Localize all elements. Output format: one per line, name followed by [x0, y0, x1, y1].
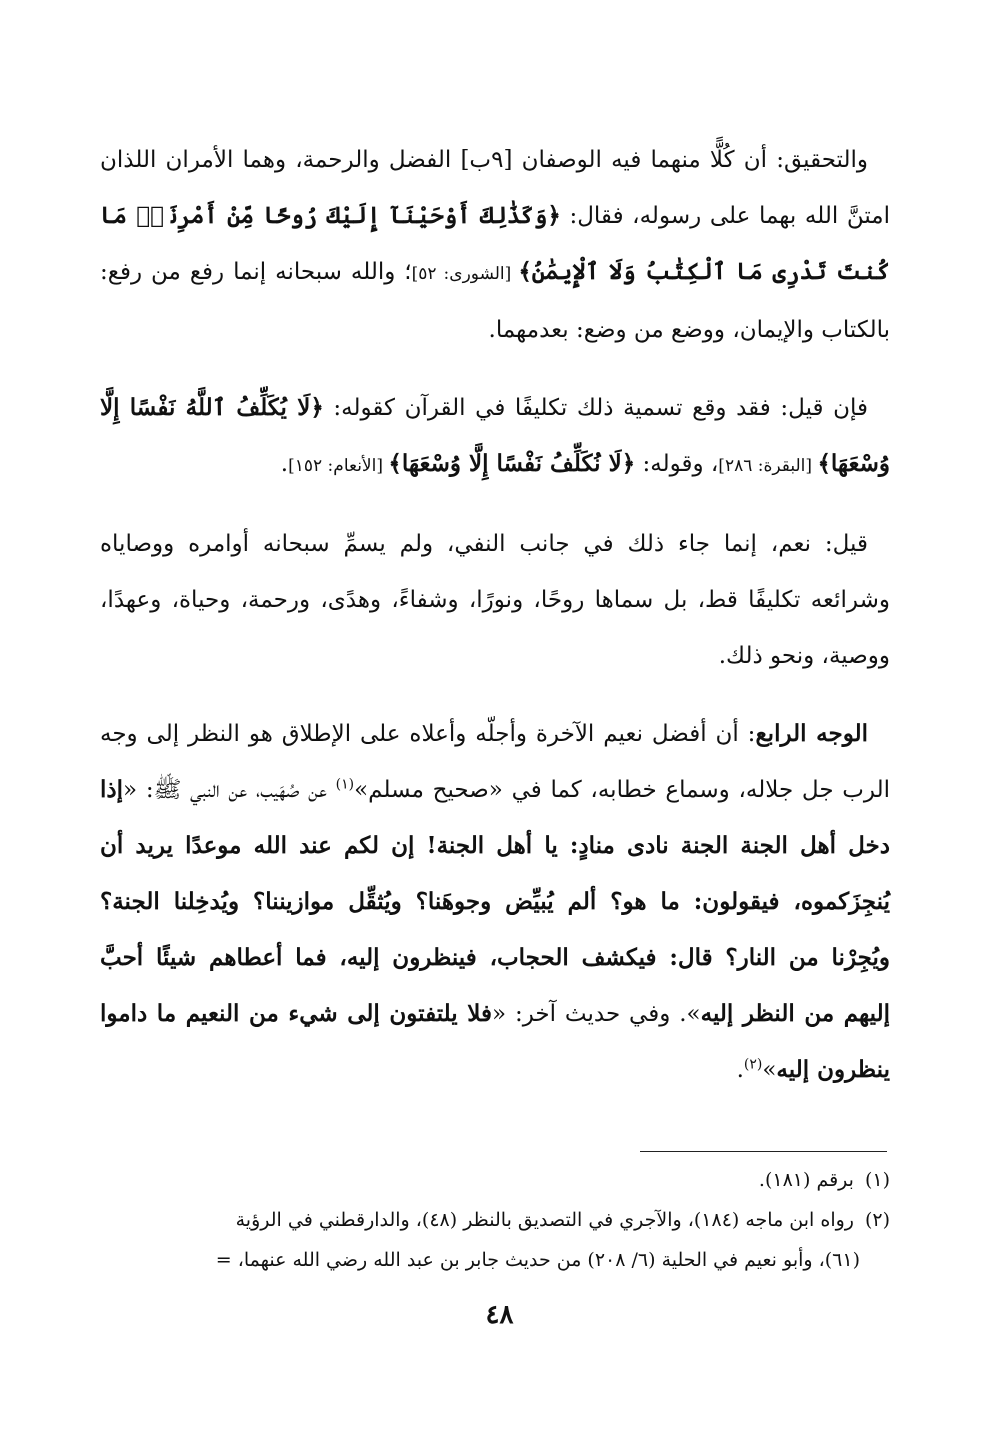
paragraph-4	[100, 706, 890, 1098]
quran-verse-anam: ﴿لَا نُكَلِّفُ نَفْسًا إِلَّا وُسْعَهَا﴾	[388, 450, 636, 477]
quran-verse-baqarah: ﴿لَا يُكَلِّفُ ٱللَّهُ نَفْسًا إِلَّا وُسْعَهَا﴾	[100, 394, 890, 477]
paragraph-1	[100, 132, 890, 358]
footnote-separator	[640, 1151, 887, 1152]
footnote-number: (١)	[864, 1169, 890, 1191]
page-number: ٤٨	[485, 1300, 514, 1330]
p2-text-b: ، وقوله:	[635, 451, 719, 477]
verse-reference-baqarah: [البقرة: ٢٨٦]	[718, 456, 818, 476]
section-lead: الوجه الرابع	[755, 720, 868, 747]
footnote-marker-1[interactable]: (١)	[335, 776, 355, 793]
paragraph-2	[100, 380, 890, 494]
p2-text-a: فإن قيل: فقد وقع تسمية ذلك تكليفًا في القرآن كقوله:	[323, 395, 868, 421]
main-text	[100, 132, 890, 1120]
verse-reference-shura: [الشورى: ٥٢]	[411, 264, 519, 284]
p4-text-b: عن صُهَيب، عن النبي ﷺ: «	[123, 777, 336, 803]
footnote-text: برقم (١٨١).	[758, 1169, 854, 1191]
footnote-number: (٢)	[864, 1209, 890, 1231]
hadith-text-2: فلا يلتفتون إلى شيء من النعيم ما داموا ينظرون إليه	[100, 1000, 890, 1083]
p4-text-a: : أن أفضل نعيم الآخرة وأجلّه وأعلاه على الإطلاق هو النظر إلى وجه الرب جل جلاله، وسماع خطابه، كما في «صحيح مسلم»	[100, 721, 890, 803]
verse-reference-anam: [الأنعام: ١٥٢]	[288, 456, 389, 476]
p4-text-d: »	[762, 1057, 777, 1083]
footnote-text-continuation: (٦١)، وأبو نعيم في الحلية (٦/ ٢٠٨) من حديث جابر بن عبد الله رضي الله عنهما، =	[215, 1249, 860, 1271]
footnote-2-continuation	[100, 1240, 890, 1280]
footnote-1	[100, 1160, 890, 1200]
footnote-text: رواه ابن ماجه (١٨٤)، والآجري في التصديق بالنظر (٤٨)، والدارقطني في الرؤية	[235, 1209, 854, 1231]
quran-verse-shura: ﴿وَكَذَٰلِكَ أَوْحَيْنَآ إِلَيْكَ رُوحًا مِّنْ أَمْرِنَاۚ مَا كُنتَ تَدْرِى مَا ٱلْكِتَٰبُ وَلَا ٱلْإِيمَٰنُ﴾	[100, 202, 890, 285]
p1-text-b: ؛ والله سبحانه إنما رفع من رفع: بالكتاب والإيمان، ووضع من وضع: بعدمهما.	[100, 259, 890, 343]
p1-text-a: والتحقيق: أن كُلًّا منهما فيه الوصفان [٩ب] الفضل والرحمة، وهما الأمران اللذان امتنَّ الله بهما على رسوله، فقال:	[100, 147, 890, 229]
p2-text-c: .	[280, 451, 289, 477]
footnotes	[100, 1160, 890, 1280]
footnote-2	[100, 1200, 890, 1240]
p3-text: قيل: نعم، إنما جاء ذلك في جانب النفي، ولم يسمِّ سبحانه أوامره ووصاياه وشرائعه تكليفًا قط، بل سماها روحًا، ونورًا، وشفاءً، وهدًى، ورحمة، وحياة، وعهدًا، ووصية، ونحو ذلك.	[100, 531, 890, 669]
hadith-text-1: إذا دخل أهل الجنة الجنة نادى منادٍ: يا أهل الجنة! إن لكم عند الله موعدًا يريد أن يُنجِزَكموه، فيقولون: ما هو؟ ألم يُبيِّض وجوهَنا؟ ويُثقِّل موازيننا؟ ويُدخِلنا الجنة؟ ويُجِرْنا من النار؟ قال: فيكشف الحجاب، فينظرون إليه، فما أعطاهم شيئًا أحبَّ إليهم من النظر إليه	[100, 776, 890, 1027]
paragraph-3	[100, 516, 890, 684]
p4-text-e: .	[736, 1057, 744, 1083]
p4-text-c: ». وفي حديث آخر: «	[492, 1001, 701, 1027]
footnote-marker-2[interactable]: (٢)	[743, 1056, 763, 1073]
